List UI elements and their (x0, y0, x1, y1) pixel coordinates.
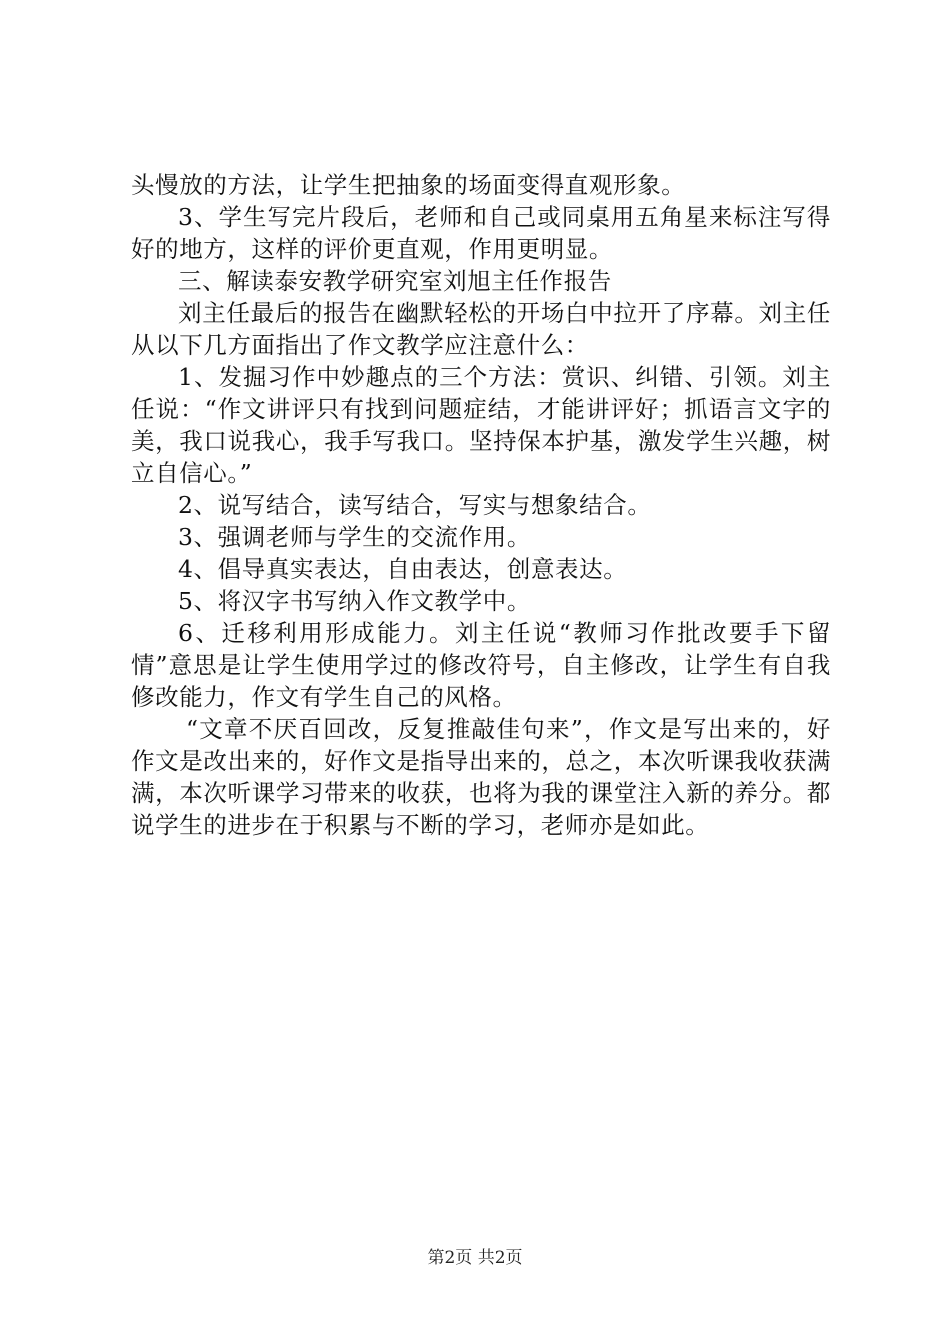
paragraph-conclusion: “文章不厌百回改，反复推敲佳句来”，作文是写出来的，好作文是改出来的，好作文是指导出来的，总之，本次听课我收获满满，本次听课学习带来的收获，也将为我的课堂注入新的养分。都说学生的进步在于积累与不断的学习，老师亦是如此。 (131, 715, 831, 839)
paragraph-point-3: 3、强调老师与学生的交流作用。 (178, 523, 531, 551)
paragraph-point-6: 6、迁移利用形成能力。刘主任说“教师习作批改要手下留情”意思是让学生使用学过的修改符号，自主修改，让学生有自我修改能力，作文有学生自己的风格。 (131, 619, 831, 711)
paragraph-point-5: 5、将汉字书写纳入作文教学中。 (178, 587, 531, 615)
paragraph-report-intro: 刘主任最后的报告在幽默轻松的开场白中拉开了序幕。刘主任从以下几方面指出了作文教学应注意什么： (131, 299, 831, 359)
paragraph-continuation: 头慢放的方法，让学生把抽象的场面变得直观形象。 (131, 171, 686, 199)
paragraph-point-2: 2、说写结合，读写结合，写实与想象结合。 (178, 491, 652, 519)
paragraph-point-4: 4、倡导真实表达，自由表达，创意表达。 (178, 555, 628, 583)
section-heading-three: 三、解读泰安教学研究室刘旭主任作报告 (178, 267, 612, 295)
document-body (131, 169, 831, 841)
paragraph-item-3-stars: 3、学生写完片段后，老师和自己或同桌用五角星来标注写得好的地方，这样的评价更直观，作用更明显。 (131, 203, 831, 263)
page-number-footer: 第2页 共2页 (427, 1248, 523, 1268)
paragraph-point-1: 1、发掘习作中妙趣点的三个方法：赏识、纠错、引领。刘主任说：“作文讲评只有找到问题症结，才能讲评好；抓语言文字的美，我口说我心，我手写我口。坚持保本护基，激发学生兴趣，树立自信心。” (131, 363, 831, 487)
